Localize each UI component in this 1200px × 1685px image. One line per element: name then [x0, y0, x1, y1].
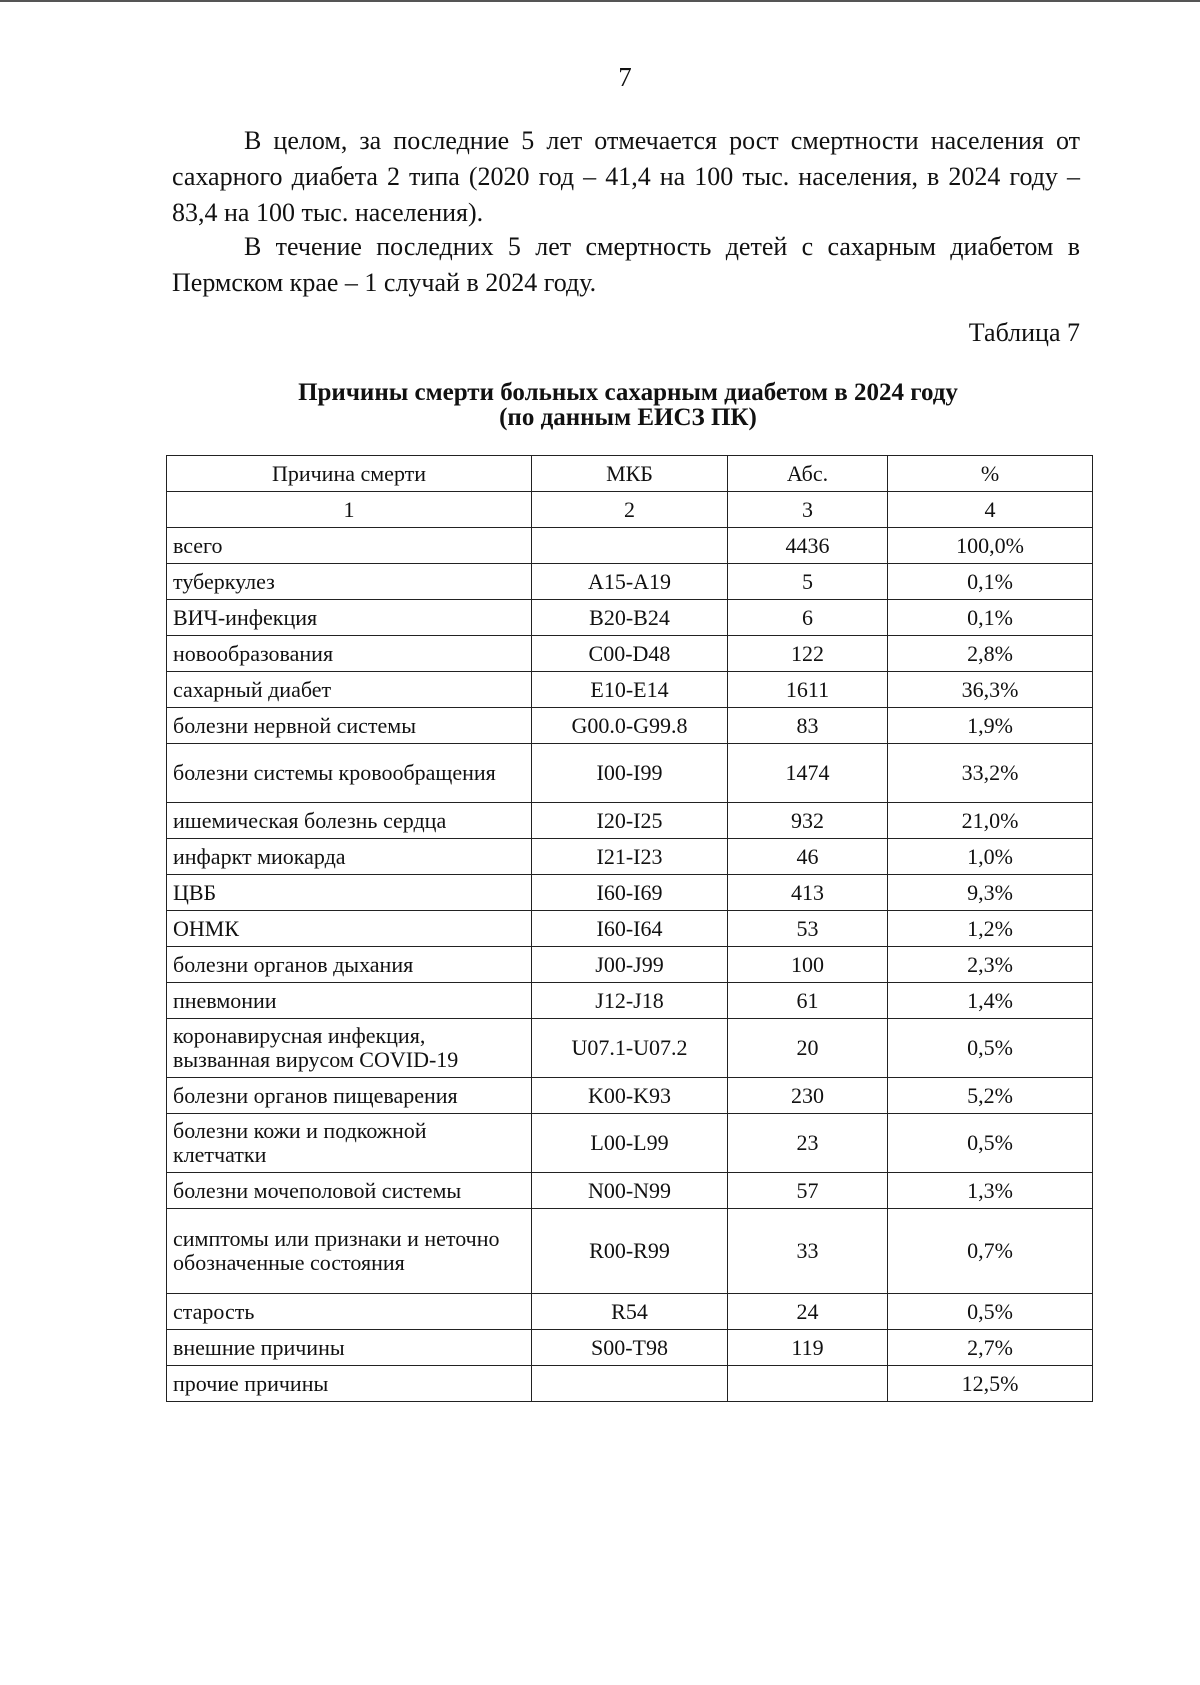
cell-cause: коронавирусная инфекция, вызванная вирусом COVID-19: [167, 1019, 532, 1078]
cell-cause: ишемическая болезнь сердца: [167, 803, 532, 839]
cell-abs: [728, 1366, 888, 1402]
table-row: [167, 1019, 1093, 1078]
page-number: 7: [618, 62, 632, 92]
cell-cause: туберкулез: [167, 564, 532, 600]
cell-cause: старость: [167, 1294, 532, 1330]
table-row: [167, 839, 1093, 875]
paragraph-child-mortality: В течение последних 5 лет смертность детей с сахарным диабетом в Пермском крае – 1 случай в 2024 году.: [172, 232, 1080, 297]
cell-pct: 2,3%: [888, 947, 1093, 983]
cell-cause: внешние причины: [167, 1330, 532, 1366]
cell-cause: инфаркт миокарда: [167, 839, 532, 875]
cell-pct: 5,2%: [888, 1078, 1093, 1114]
cell-icd: A15-A19: [532, 564, 728, 600]
cell-abs: 413: [728, 875, 888, 911]
cell-abs: 1611: [728, 672, 888, 708]
cell-cause: новообразования: [167, 636, 532, 672]
column-number: 2: [532, 492, 728, 528]
cell-pct: 0,1%: [888, 600, 1093, 636]
header-cause: Причина смерти: [167, 456, 532, 492]
table-row: [167, 875, 1093, 911]
cell-icd: C00-D48: [532, 636, 728, 672]
cell-pct: 0,7%: [888, 1209, 1093, 1294]
table-row: [167, 1114, 1093, 1173]
table-title-line2: (по данным ЕИСЗ ПК): [499, 404, 757, 431]
table-row: [167, 1078, 1093, 1114]
cell-cause: ЦВБ: [167, 875, 532, 911]
cell-icd: J12-J18: [532, 983, 728, 1019]
cell-icd: I60-I64: [532, 911, 728, 947]
cell-abs: 1474: [728, 744, 888, 803]
cell-abs: 53: [728, 911, 888, 947]
cell-pct: 1,4%: [888, 983, 1093, 1019]
paragraph-mortality-trend: В целом, за последние 5 лет отмечается рост смертности населения от сахарного диабета 2 типа (2020 год – 41,4 на 100 тыс. населения, в 2024 году – 83,4 на 100 тыс. населения).: [172, 126, 1080, 227]
cell-icd: I00-I99: [532, 744, 728, 803]
cell-cause: болезни системы кровообращения: [167, 744, 532, 803]
cell-icd: N00-N99: [532, 1173, 728, 1209]
cell-icd: J00-J99: [532, 947, 728, 983]
table-row: [167, 803, 1093, 839]
cell-pct: 12,5%: [888, 1366, 1093, 1402]
cell-pct: 36,3%: [888, 672, 1093, 708]
cell-cause: всего: [167, 528, 532, 564]
table-row: [167, 1209, 1093, 1294]
cell-cause: болезни нервной системы: [167, 708, 532, 744]
table-row: [167, 528, 1093, 564]
table-caption: Таблица 7: [968, 318, 1080, 347]
table-header-row: [167, 456, 1093, 492]
cell-icd: [532, 528, 728, 564]
cell-pct: 0,5%: [888, 1114, 1093, 1173]
causes-of-death-table: [166, 455, 1093, 1402]
table-row: [167, 911, 1093, 947]
cell-abs: 23: [728, 1114, 888, 1173]
table-row: [167, 744, 1093, 803]
table-title: [166, 380, 1090, 430]
header-abs: Абс.: [728, 456, 888, 492]
cell-abs: 57: [728, 1173, 888, 1209]
cell-pct: 1,3%: [888, 1173, 1093, 1209]
cell-abs: 119: [728, 1330, 888, 1366]
cell-icd: S00-T98: [532, 1330, 728, 1366]
cell-icd: R54: [532, 1294, 728, 1330]
cell-pct: 1,2%: [888, 911, 1093, 947]
cell-pct: 2,8%: [888, 636, 1093, 672]
cell-abs: 20: [728, 1019, 888, 1078]
cell-cause: сахарный диабет: [167, 672, 532, 708]
table-row: [167, 1294, 1093, 1330]
cell-abs: 932: [728, 803, 888, 839]
cell-pct: 0,5%: [888, 1294, 1093, 1330]
cell-icd: E10-E14: [532, 672, 728, 708]
table-row: [167, 600, 1093, 636]
table-row: [167, 708, 1093, 744]
table-row: [167, 636, 1093, 672]
cell-pct: 0,5%: [888, 1019, 1093, 1078]
cell-abs: 46: [728, 839, 888, 875]
cell-cause: болезни органов дыхания: [167, 947, 532, 983]
header-pct: %: [888, 456, 1093, 492]
cell-pct: 1,0%: [888, 839, 1093, 875]
cell-icd: U07.1-U07.2: [532, 1019, 728, 1078]
cell-icd: G00.0-G99.8: [532, 708, 728, 744]
cell-icd: I21-I23: [532, 839, 728, 875]
column-number-row: [167, 492, 1093, 528]
cell-pct: 0,1%: [888, 564, 1093, 600]
cell-abs: 61: [728, 983, 888, 1019]
table-row: [167, 1173, 1093, 1209]
cell-cause: симптомы или признаки и неточно обозначенные состояния: [167, 1209, 532, 1294]
cell-cause: болезни кожи и подкожной клетчатки: [167, 1114, 532, 1173]
cell-abs: 122: [728, 636, 888, 672]
cell-cause: болезни органов пищеварения: [167, 1078, 532, 1114]
cell-icd: [532, 1366, 728, 1402]
header-icd: МКБ: [532, 456, 728, 492]
cell-abs: 4436: [728, 528, 888, 564]
table-row: [167, 564, 1093, 600]
table-row: [167, 1330, 1093, 1366]
page-top-edge: [0, 0, 1200, 2]
cell-cause: ОНМК: [167, 911, 532, 947]
cell-icd: I20-I25: [532, 803, 728, 839]
cell-icd: I60-I69: [532, 875, 728, 911]
cell-icd: B20-B24: [532, 600, 728, 636]
cell-pct: 2,7%: [888, 1330, 1093, 1366]
cell-abs: 100: [728, 947, 888, 983]
cell-pct: 100,0%: [888, 528, 1093, 564]
table-row: [167, 1366, 1093, 1402]
cell-icd: L00-L99: [532, 1114, 728, 1173]
table-row: [167, 947, 1093, 983]
cell-abs: 33: [728, 1209, 888, 1294]
cell-abs: 230: [728, 1078, 888, 1114]
table-title-line1: Причины смерти больных сахарным диабетом в 2024 году: [298, 379, 958, 406]
cell-cause: ВИЧ-инфекция: [167, 600, 532, 636]
cell-abs: 6: [728, 600, 888, 636]
cell-icd: R00-R99: [532, 1209, 728, 1294]
column-number: 1: [167, 492, 532, 528]
cell-pct: 33,2%: [888, 744, 1093, 803]
table-row: [167, 983, 1093, 1019]
cell-cause: болезни мочеполовой системы: [167, 1173, 532, 1209]
cell-icd: K00-K93: [532, 1078, 728, 1114]
cell-pct: 9,3%: [888, 875, 1093, 911]
table-row: [167, 672, 1093, 708]
cell-cause: пневмонии: [167, 983, 532, 1019]
cell-abs: 5: [728, 564, 888, 600]
column-number: 3: [728, 492, 888, 528]
cell-abs: 24: [728, 1294, 888, 1330]
cell-abs: 83: [728, 708, 888, 744]
column-number: 4: [888, 492, 1093, 528]
cell-pct: 21,0%: [888, 803, 1093, 839]
cell-pct: 1,9%: [888, 708, 1093, 744]
cell-cause: прочие причины: [167, 1366, 532, 1402]
